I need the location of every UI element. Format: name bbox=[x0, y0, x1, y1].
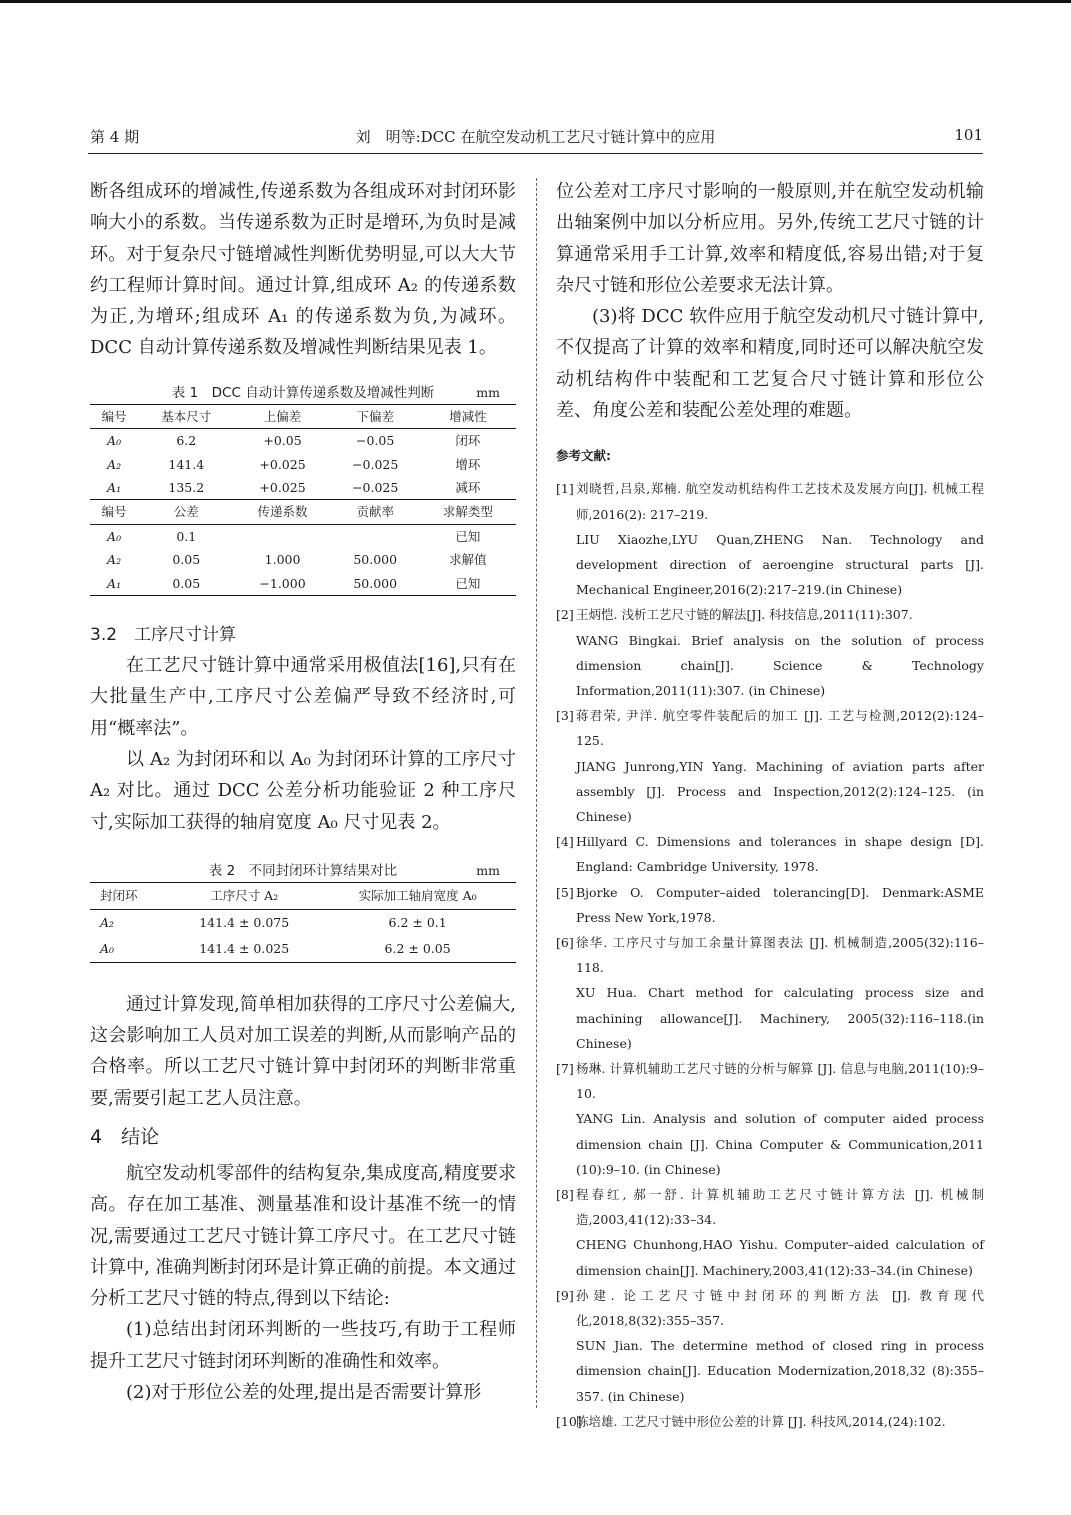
table-cell: 0.05 bbox=[172, 552, 201, 568]
reference-english: Hillyard C. Dimensions and tolerances in shape design [D]. England: Cambridge University, 1978. bbox=[576, 834, 984, 875]
reference-number: [1] bbox=[556, 481, 574, 497]
reference-body bbox=[576, 1056, 984, 1182]
reference-chinese: 程春红, 郝一舒. 计算机辅助工艺尺寸链计算方法 [J]. 机械制造,2003,41(12):33–34. bbox=[576, 1187, 984, 1228]
table-cell: A₀ bbox=[90, 936, 169, 963]
paragraph: 通过计算发现,简单相加获得的工序尺寸公差偏大,这会影响加工人员对加工误差的判断,从而影响产品的合格率。所以工艺尺寸链计算中封闭环的判断非常重要,需要引起工艺人员注意。 bbox=[90, 993, 516, 1109]
reference-number: [9] bbox=[556, 1287, 574, 1303]
reference-body bbox=[576, 602, 984, 703]
reference-item bbox=[556, 829, 984, 879]
reference-number: [5] bbox=[556, 884, 574, 900]
table-cell: 已知 bbox=[420, 572, 516, 596]
reference-list bbox=[556, 476, 984, 1434]
table-cell: A₀ bbox=[107, 433, 122, 449]
table-row bbox=[90, 572, 516, 596]
references-heading: 参考文献: bbox=[556, 448, 611, 464]
table-cell: 增减性 bbox=[420, 404, 516, 428]
paragraph: 航空发动机零部件的结构复杂,集成度高,精度要求高。存在加工基准、测量基准和设计基准不统一的情况,需要通过工艺尺寸链计算工序尺寸。在工艺尺寸链计算中, 准确判断封闭环是计算正确的前提。本文通过分析工艺尺寸链的特点,得到以下结论: bbox=[90, 1163, 516, 1310]
table-1-title: 表 1 DCC 自动计算传递系数及增减性判断 bbox=[171, 384, 435, 401]
table-row bbox=[90, 476, 516, 500]
reference-body bbox=[576, 880, 984, 930]
table-cell: 闭环 bbox=[455, 433, 481, 449]
table-2-unit: mm bbox=[476, 862, 500, 878]
table-row bbox=[90, 500, 516, 524]
reference-number: [7] bbox=[556, 1061, 574, 1077]
reference-english: YANG Lin. Analysis and solution of computer aided process dimension chain [J]. China Computer & Communication,2011 (10):9–10. (in Chinese) bbox=[576, 1111, 984, 1177]
table-cell: 公差 bbox=[138, 500, 234, 524]
table-cell: 50.000 bbox=[331, 572, 420, 596]
reference-english: WANG Bingkai. Brief analysis on the solution of process dimension chain[J]. Science & Technology Information,2011(11):307. (in Chinese) bbox=[576, 632, 984, 698]
reference-body bbox=[576, 703, 984, 829]
table-cell: 135.2 bbox=[138, 476, 234, 500]
table-cell: 6.2 ± 0.05 bbox=[319, 936, 516, 963]
table-1 bbox=[90, 404, 516, 596]
header-rule bbox=[88, 153, 983, 154]
table-cell: 下偏差 bbox=[331, 404, 420, 428]
table-row bbox=[90, 429, 516, 453]
table-cell: A₂ bbox=[100, 914, 115, 930]
reference-body bbox=[576, 829, 984, 879]
table-cell: 141.4 ± 0.075 bbox=[199, 914, 290, 930]
table-cell: A₂ bbox=[107, 552, 122, 568]
table-cell: 6.2 bbox=[176, 433, 197, 449]
table-cell bbox=[234, 524, 330, 548]
paragraph: 在工艺尺寸链计算中通常采用极值法[16],只有在大批量生产中,工序尺寸公差偏严导致不经济时,可用“概率法”。 bbox=[90, 655, 516, 739]
table-cell: 工序尺寸 A₂ bbox=[169, 882, 319, 909]
table-cell: A₁ bbox=[90, 572, 138, 596]
issue-number: 第 4 期 bbox=[90, 128, 140, 146]
reference-item bbox=[556, 476, 984, 602]
running-title: 刘 明等:DCC 在航空发动机工艺尺寸链计算中的应用 bbox=[355, 128, 716, 146]
reference-item bbox=[556, 1409, 984, 1434]
table-cell: 增环 bbox=[455, 456, 481, 472]
reference-english: LIU Xiaozhe,LYU Quan,ZHENG Nan. Technology and development direction of aeroengine structural parts [J]. Mechanical Engineer,2016(2):217–219.(in Chinese) bbox=[576, 531, 984, 598]
table-cell: A₂ bbox=[107, 456, 122, 472]
table-row bbox=[90, 453, 516, 476]
table-cell: 141.4 bbox=[168, 456, 205, 472]
table-2 bbox=[90, 882, 516, 963]
reference-chinese: 杨琳. 计算机辅助工艺尺寸链的分析与解算 [J]. 信息与电脑,2011(10):9–10. bbox=[576, 1061, 984, 1102]
page-top-rule bbox=[0, 0, 1071, 3]
paragraph: 以 A₂ 为封闭环和以 A₀ 为封闭环计算的工序尺寸 A₂ 对比。通过 DCC 公差分析功能验证 2 种工序尺寸,实际加工获得的轴肩宽度 A₀ 尺寸见表 2。 bbox=[90, 748, 516, 833]
table-1-unit: mm bbox=[476, 384, 500, 400]
table-row bbox=[90, 548, 516, 571]
column-separator bbox=[536, 178, 537, 1408]
reference-number: [4] bbox=[556, 834, 574, 850]
reference-body bbox=[576, 1283, 984, 1409]
table-cell: 50.000 bbox=[353, 552, 398, 568]
reference-chinese: 陈培雄. 工艺尺寸链中形位公差的计算 [J]. 科技风,2014,(24):102. bbox=[576, 1413, 946, 1429]
table-cell: 传递系数 bbox=[234, 500, 330, 524]
table-cell bbox=[331, 524, 420, 548]
reference-item bbox=[556, 703, 984, 829]
table-1-caption bbox=[90, 382, 516, 404]
reference-number: [8] bbox=[556, 1187, 574, 1203]
reference-chinese: 王炳恺. 浅析工艺尺寸链的解法[J]. 科技信息,2011(11):307. bbox=[576, 607, 913, 623]
right-column bbox=[556, 176, 984, 1434]
table-cell: 编号 bbox=[90, 404, 138, 428]
section-heading: 4 结论 bbox=[90, 1126, 160, 1148]
table-row bbox=[90, 404, 516, 428]
table-cell: 封闭环 bbox=[90, 882, 169, 909]
reference-body bbox=[576, 930, 984, 1056]
paragraph: (1)总结出封闭环判断的一些技巧,有助于工程师提升工艺尺寸链封闭环判断的准确性和效率。 bbox=[90, 1319, 516, 1372]
table-cell: −0.025 bbox=[331, 476, 420, 500]
table-cell: 基本尺寸 bbox=[138, 404, 234, 428]
table-cell: 已知 bbox=[455, 528, 481, 544]
paragraph: 断各组成环的增减性,传递系数为各组成环对封闭环影响大小的系数。当传递系数为正时是增环,为负时是减环。对于复杂尺寸链增减性判断优势明显,可以大大节约工程师计算时间。通过计算,组成环 A₂ 的传递系数为正,为增环;组成环 A₁ 的传递系数为负,为减环。DCC 自动计算传递系数及增减性判断结果见表 1。 bbox=[90, 181, 516, 359]
table-cell: A₁ bbox=[90, 476, 138, 500]
table-cell: 求解值 bbox=[449, 552, 487, 568]
reference-body bbox=[576, 1182, 984, 1283]
table-cell: 贡献率 bbox=[331, 500, 420, 524]
reference-english: CHENG Chunhong,HAO Yishu. Computer–aided calculation of dimension chain[J]. Machinery,2003,41(12):33–34.(in Chinese) bbox=[576, 1237, 984, 1278]
table-cell: 实际加工轴肩宽度 A₀ bbox=[319, 882, 516, 909]
reference-item bbox=[556, 602, 984, 703]
table-row bbox=[90, 909, 516, 936]
paragraph: 位公差对工序尺寸影响的一般原则,并在航空发动机输出轴案例中加以分析应用。另外,传统工艺尺寸链的计算通常采用手工计算,效率和精度低,容易出错;对于复杂尺寸链和形位公差要求无法计算。 bbox=[556, 181, 984, 296]
table-cell: 0.1 bbox=[176, 528, 197, 544]
table-cell: 6.2 ± 0.1 bbox=[388, 914, 447, 930]
table-cell: 141.4 ± 0.025 bbox=[169, 936, 319, 963]
reference-number: [10] bbox=[556, 1413, 582, 1429]
reference-item bbox=[556, 880, 984, 930]
table-cell: 求解类型 bbox=[420, 500, 516, 524]
paragraph: (3)将 DCC 软件应用于航空发动机尺寸链计算中,不仅提高了计算的效率和精度,同时还可以解决航空发动机结构件中装配和工艺复合尺寸链计算和形位公差、角度公差和装配公差处理的难题。 bbox=[556, 306, 984, 422]
table-2-caption bbox=[90, 860, 516, 882]
reference-chinese: 徐华. 工序尺寸与加工余量计算图表法 [J]. 机械制造,2005(32):116–118. bbox=[576, 935, 984, 976]
reference-item bbox=[556, 1056, 984, 1182]
reference-item bbox=[556, 1283, 984, 1409]
reference-body bbox=[576, 476, 984, 602]
table-row bbox=[90, 524, 516, 548]
section-heading: 3.2 工序尺寸计算 bbox=[90, 625, 237, 646]
reference-number: [2] bbox=[556, 607, 574, 623]
reference-number: [3] bbox=[556, 708, 574, 724]
table-cell: +0.025 bbox=[234, 476, 330, 500]
reference-body bbox=[576, 1409, 984, 1434]
reference-number: [6] bbox=[556, 935, 574, 951]
table-2-title: 表 2 不同封闭环计算结果对比 bbox=[208, 862, 398, 879]
reference-english: JIANG Junrong,YIN Yang. Machining of aviation parts after assembly [J]. Process and Inspection,2012(2):124–125. (in Chinese) bbox=[576, 758, 984, 825]
reference-english: SUN Jian. The determine method of closed ring in process dimension chain[J]. Education Modernization,2018,32 (8):355–357. (in Chinese) bbox=[576, 1338, 984, 1404]
table-row bbox=[90, 936, 516, 963]
table-cell: −0.05 bbox=[356, 433, 395, 449]
reference-item bbox=[556, 930, 984, 1056]
table-cell: +0.05 bbox=[263, 433, 302, 449]
reference-english: XU Hua. Chart method for calculating process size and machining allowance[J]. Machinery, 2005(32):116–118.(in Chinese) bbox=[576, 985, 984, 1051]
paragraph: (2)对于形位公差的处理,提出是否需要计算形 bbox=[126, 1382, 482, 1404]
table-cell: 编号 bbox=[90, 500, 138, 524]
table-cell: 1.000 bbox=[264, 552, 301, 568]
table-cell: −1.000 bbox=[234, 572, 330, 596]
page-number: 101 bbox=[954, 126, 983, 144]
reference-item bbox=[556, 1182, 984, 1283]
table-cell: +0.025 bbox=[259, 456, 306, 472]
table-cell: −0.025 bbox=[352, 456, 399, 472]
table-row bbox=[90, 882, 516, 909]
reference-chinese: 蒋君荣, 尹洋. 航空零件装配后的加工 [J]. 工艺与检测,2012(2):124–125. bbox=[576, 708, 984, 749]
table-cell: 0.05 bbox=[138, 572, 234, 596]
left-column bbox=[90, 176, 516, 1408]
table-cell: 减环 bbox=[420, 476, 516, 500]
reference-chinese: 刘晓哲,吕泉,郑楠. 航空发动机结构件工艺技术及发展方向[J]. 机械工程师,2016(2): 217–219. bbox=[576, 481, 984, 522]
reference-english: Bjorke O. Computer–aided tolerancing[D]. Denmark:ASME Press New York,1978. bbox=[576, 884, 984, 925]
reference-chinese: 孙建. 论工艺尺寸链中封闭环的判断方法 [J]. 教育现代化,2018,8(32):355–357. bbox=[576, 1287, 984, 1329]
table-cell: A₀ bbox=[107, 528, 122, 544]
table-cell: 上偏差 bbox=[234, 404, 330, 428]
